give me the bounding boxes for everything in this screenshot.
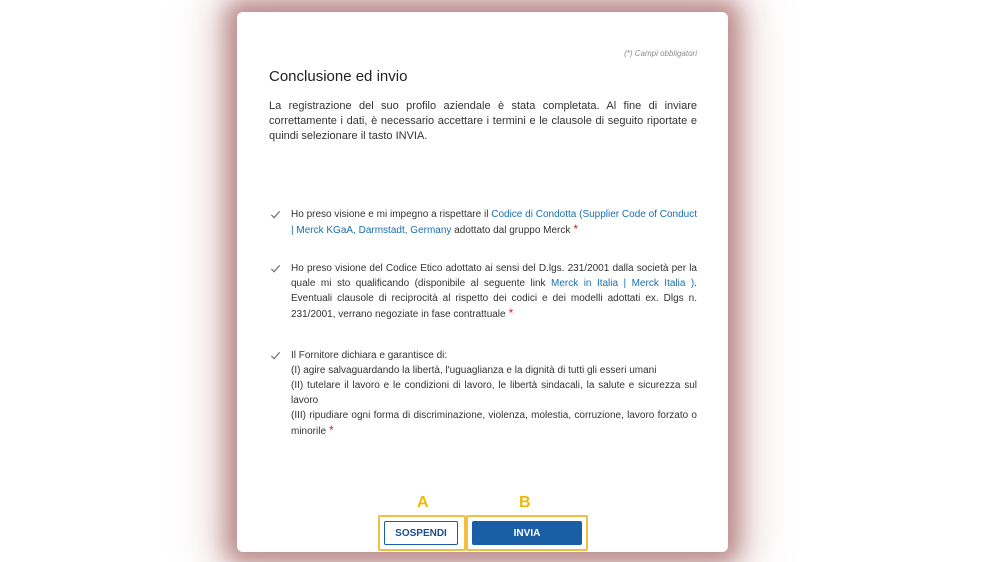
submission-dialog [237,12,728,552]
consent-checkbox-1[interactable] [269,208,281,220]
intro-text: La registrazione del suo profilo aziendale è stata completata. Al fine di inviare correttamente i dati, è necessario accettare i termini e le clausole di seguito riportate e quindi selezionare il tasto INVIA. [269,100,697,142]
checkmark-icon [270,209,281,220]
consent-row-code-of-conduct [269,207,697,238]
declaration-line-1: (I) agire salvaguardando la libertà, l'uguaglianza e la dignità di tutti gli esseri umani [291,365,657,376]
checkmark-icon [270,263,281,274]
consent-text-1 [291,207,697,238]
consent-text-2-before: Ho preso visione del Codice Etico adottato ai sensi del D.lgs. 231/2001 dalla società per la quale mi sto qualificando (disponibile al seguente link [291,263,697,289]
declaration-line-3-wrap [291,408,697,439]
consent-text-2-after: . Eventuali clausole di reciprocità al rispetto dei codici e dei modelli adottati ex. Dlgs n. 231/2001, verrano negoziate in fase contrattuale [291,278,697,320]
consent-checkbox-3[interactable] [269,349,281,361]
send-button[interactable]: INVIA [472,521,582,545]
declaration-line-0: Il Fornitore dichiara e garantisce di: [291,350,448,361]
required-asterisk: * [329,423,334,437]
annotation-label-b: B [519,494,531,511]
consent-text-1-after: adottato dal gruppo Merck [451,225,571,236]
declaration-line-2: (II) tutelare il lavoro e le condizioni di lavoro, le libertà sindacali, la salute e sicurezza sul lavoro [291,380,697,406]
annotation-label-a: A [417,494,429,511]
consent-checkbox-2[interactable] [269,262,281,274]
merck-italia-link[interactable]: Merck in Italia | Merck Italia ) [551,278,695,289]
suspend-button[interactable]: SOSPENDI [384,521,458,545]
checkmark-icon [270,350,281,361]
required-asterisk: * [573,222,579,236]
dialog-title: Conclusione ed invio [269,68,408,85]
required-asterisk: * [508,306,514,320]
consent-text-1-before: Ho preso visione e mi impegno a rispettare il [291,209,492,220]
consent-row-ethics-code [269,261,697,322]
code-of-conduct-link[interactable]: Codice di Condotta (Supplier Code of Conduct | Merck KGaA, Darmstadt, Germany [291,209,698,236]
consent-text-3 [291,348,697,439]
consent-row-supplier-declaration [269,348,697,439]
consent-text-2 [291,261,697,322]
highlight-frame-b [466,515,588,551]
required-fields-note: (*) Campi obbligatori [624,49,697,58]
highlight-frame-a [378,515,466,551]
declaration-line-3: (III) ripudiare ogni forma di discriminazione, violenza, molestia, corruzione, lavoro forzato o minorile [291,410,697,437]
